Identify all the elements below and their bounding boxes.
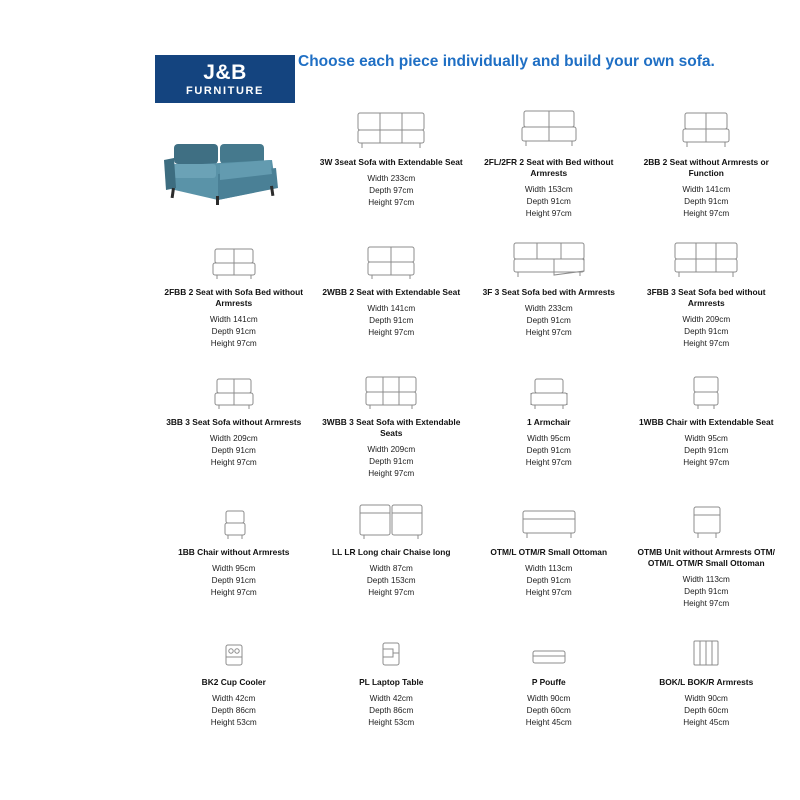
- product-height: Height 97cm: [683, 458, 730, 468]
- product-width: Width 233cm: [524, 303, 573, 313]
- chair-no-armrests-icon: [159, 485, 309, 543]
- product-width: Width 209cm: [209, 433, 258, 443]
- product-name: 1BB Chair without Armrests: [178, 547, 290, 557]
- product-height: Height 45cm: [683, 718, 730, 728]
- product-depth: Depth 91cm: [684, 326, 729, 336]
- brand-logo-sub: FURNITURE: [186, 84, 264, 97]
- sofa-2seat-bed-no-armrests-icon: [474, 95, 624, 153]
- ottoman-small-icon: [474, 485, 624, 543]
- product-width: Width 141cm: [682, 184, 731, 194]
- product-name: 3WBB 3 Seat Sofa with Extendable Seats: [322, 417, 461, 438]
- chaise-long-icon: [317, 485, 467, 543]
- product-height: Height 97cm: [683, 209, 730, 219]
- product-width: Width 153cm: [524, 184, 573, 194]
- product-depth: Depth 91cm: [211, 446, 256, 456]
- product-name: PL Laptop Table: [359, 677, 424, 687]
- product-dims: [474, 303, 624, 340]
- product-cell-otm[interactable]: [470, 485, 628, 615]
- product-cell-bk2[interactable]: [155, 615, 313, 745]
- product-name: 1 Armchair: [527, 417, 571, 427]
- product-height: Height 97cm: [525, 209, 572, 219]
- page-title: Choose each piece individually and build your own sofa.: [298, 53, 715, 70]
- product-name: 1WBB Chair with Extendable Seat: [639, 417, 774, 427]
- product-depth: Depth 91cm: [369, 316, 414, 326]
- product-width: Width 90cm: [684, 693, 728, 703]
- product-depth: Depth 153cm: [366, 576, 416, 586]
- product-height: Height 97cm: [368, 198, 415, 208]
- product-width: Width 141cm: [209, 314, 258, 324]
- product-dims: [159, 314, 309, 351]
- product-name: BK2 Cup Cooler: [201, 677, 266, 687]
- product-dims: [474, 433, 624, 470]
- product-width: Width 113cm: [682, 574, 730, 584]
- product-cell-p-pouffe[interactable]: [470, 615, 628, 745]
- grid-spacer: [155, 95, 313, 225]
- sofa-3seat-extendable-icon: [317, 95, 467, 153]
- sofa-2seat-extendable-icon: [317, 225, 467, 283]
- product-width: Width 95cm: [684, 433, 728, 443]
- product-cell-otmb[interactable]: [628, 485, 786, 615]
- product-depth: Depth 86cm: [211, 706, 256, 716]
- sofa-3seat-no-armrests-icon: [159, 355, 309, 413]
- product-cell-bok[interactable]: [628, 615, 786, 745]
- product-name: 3FBB 3 Seat Sofa bed without Armrests: [646, 287, 766, 308]
- product-depth: Depth 91cm: [211, 326, 256, 336]
- product-depth: Depth 86cm: [369, 706, 414, 716]
- product-dims: [632, 693, 782, 730]
- product-cell-1-armchair[interactable]: [470, 355, 628, 485]
- product-depth: Depth 91cm: [526, 446, 571, 456]
- product-dims: [159, 563, 309, 600]
- sofa-3seat-bed-no-armrests-icon: [632, 225, 782, 283]
- product-width: Width 87cm: [369, 563, 413, 573]
- product-dims: [317, 563, 467, 600]
- product-name: 3F 3 Seat Sofa bed with Armrests: [482, 287, 615, 297]
- product-dims: [317, 693, 467, 730]
- product-depth: Depth 60cm: [684, 706, 729, 716]
- product-dims: [632, 184, 782, 221]
- product-height: Height 97cm: [368, 328, 415, 338]
- brand-logo-main: J&B: [203, 60, 247, 84]
- product-cell-2bb[interactable]: [628, 95, 786, 225]
- ottoman-small-armrests-icon: [632, 485, 782, 543]
- product-depth: Depth 91cm: [526, 576, 571, 586]
- product-height: Height 97cm: [368, 469, 415, 479]
- sofa-3seat-extendable-seats-icon: [317, 355, 467, 413]
- product-depth: Depth 60cm: [526, 706, 571, 716]
- product-cell-3f[interactable]: [470, 225, 628, 355]
- product-row: [155, 225, 785, 355]
- product-cell-1wbb[interactable]: [628, 355, 786, 485]
- product-name: LL LR Long chair Chaise long: [332, 547, 451, 557]
- product-cell-pl[interactable]: [313, 615, 471, 745]
- product-cell-3w[interactable]: [313, 95, 471, 225]
- product-name: BOK/L BOK/R Armrests: [659, 677, 754, 687]
- product-width: Width 95cm: [527, 433, 571, 443]
- laptop-table-icon: [317, 615, 467, 673]
- product-name: OTM/L OTM/R Small Ottoman: [490, 547, 608, 557]
- product-depth: Depth 97cm: [369, 186, 414, 196]
- product-width: Width 95cm: [212, 563, 256, 573]
- product-cell-3wbb[interactable]: [313, 355, 471, 485]
- product-dims: [474, 563, 624, 600]
- product-name: 2FL/2FR 2 Seat with Bed without Armrests: [484, 157, 614, 178]
- product-dims: [632, 314, 782, 351]
- product-name: 2WBB 2 Seat with Extendable Seat: [322, 287, 461, 297]
- product-dims: [159, 433, 309, 470]
- product-dims: [317, 173, 467, 210]
- product-height: Height 97cm: [210, 458, 257, 468]
- product-width: Width 233cm: [367, 173, 416, 183]
- product-cell-3bb[interactable]: [155, 355, 313, 485]
- product-grid: [155, 95, 785, 745]
- product-dims: [632, 433, 782, 470]
- product-width: Width 141cm: [367, 303, 416, 313]
- product-height: Height 97cm: [683, 599, 730, 609]
- product-width: Width 42cm: [212, 693, 256, 703]
- product-width: Width 209cm: [682, 314, 731, 324]
- product-width: Width 113cm: [525, 563, 573, 573]
- product-width: Width 42cm: [369, 693, 413, 703]
- product-height: Height 97cm: [525, 588, 572, 598]
- product-dims: [159, 693, 309, 730]
- product-dims: [317, 444, 467, 481]
- product-cell-2wbb[interactable]: [313, 225, 471, 355]
- product-depth: Depth 91cm: [526, 196, 571, 206]
- product-depth: Depth 91cm: [369, 456, 414, 466]
- product-cell-1bb[interactable]: [155, 485, 313, 615]
- bookcase-armrests-icon: [632, 615, 782, 673]
- product-cell-3fbb[interactable]: [628, 225, 786, 355]
- product-height: Height 53cm: [210, 718, 257, 728]
- cup-cooler-icon: [159, 615, 309, 673]
- product-dims: [632, 574, 782, 611]
- product-dims: [317, 303, 467, 340]
- pouffe-icon: [474, 615, 624, 673]
- product-name: 3BB 3 Seat Sofa without Armrests: [166, 417, 302, 427]
- product-depth: Depth 91cm: [684, 586, 729, 596]
- product-cell-2fl-2fr[interactable]: [470, 95, 628, 225]
- product-cell-2fbb[interactable]: [155, 225, 313, 355]
- chair-extendable-seat-icon: [632, 355, 782, 413]
- product-height: Height 97cm: [525, 328, 572, 338]
- product-row: [155, 615, 785, 745]
- product-height: Height 97cm: [525, 458, 572, 468]
- product-name: 2BB 2 Seat without Armrests or Function: [643, 157, 769, 178]
- product-height: Height 45cm: [525, 718, 572, 728]
- product-width: Width 209cm: [367, 444, 416, 454]
- armchair-icon: [474, 355, 624, 413]
- sofa-2seat-no-armrests-icon: [632, 95, 782, 153]
- sofa-2seat-sofabed-no-armrests-icon: [159, 225, 309, 283]
- product-depth: Depth 91cm: [211, 576, 256, 586]
- product-width: Width 90cm: [527, 693, 571, 703]
- product-depth: Depth 91cm: [684, 446, 729, 456]
- product-name: 3W 3seat Sofa with Extendable Seat: [319, 157, 463, 167]
- product-height: Height 97cm: [210, 339, 257, 349]
- product-name: 2FBB 2 Seat with Sofa Bed without Armrests: [164, 287, 304, 308]
- product-cell-ll-lr[interactable]: [313, 485, 471, 615]
- product-depth: Depth 91cm: [684, 196, 729, 206]
- product-dims: [474, 693, 624, 730]
- product-dims: [474, 184, 624, 221]
- product-name: P Pouffe: [531, 677, 566, 687]
- product-row: [155, 95, 785, 225]
- product-height: Height 97cm: [210, 588, 257, 598]
- product-height: Height 53cm: [368, 718, 415, 728]
- product-depth: Depth 91cm: [526, 316, 571, 326]
- product-name: OTMB Unit without Armrests OTM/ OTM/L OTM/R Small Ottoman: [637, 547, 775, 568]
- product-row: [155, 355, 785, 485]
- product-row: [155, 485, 785, 615]
- product-height: Height 97cm: [368, 588, 415, 598]
- product-height: Height 97cm: [683, 339, 730, 349]
- sofa-3seat-bed-armrests-icon: [474, 225, 624, 283]
